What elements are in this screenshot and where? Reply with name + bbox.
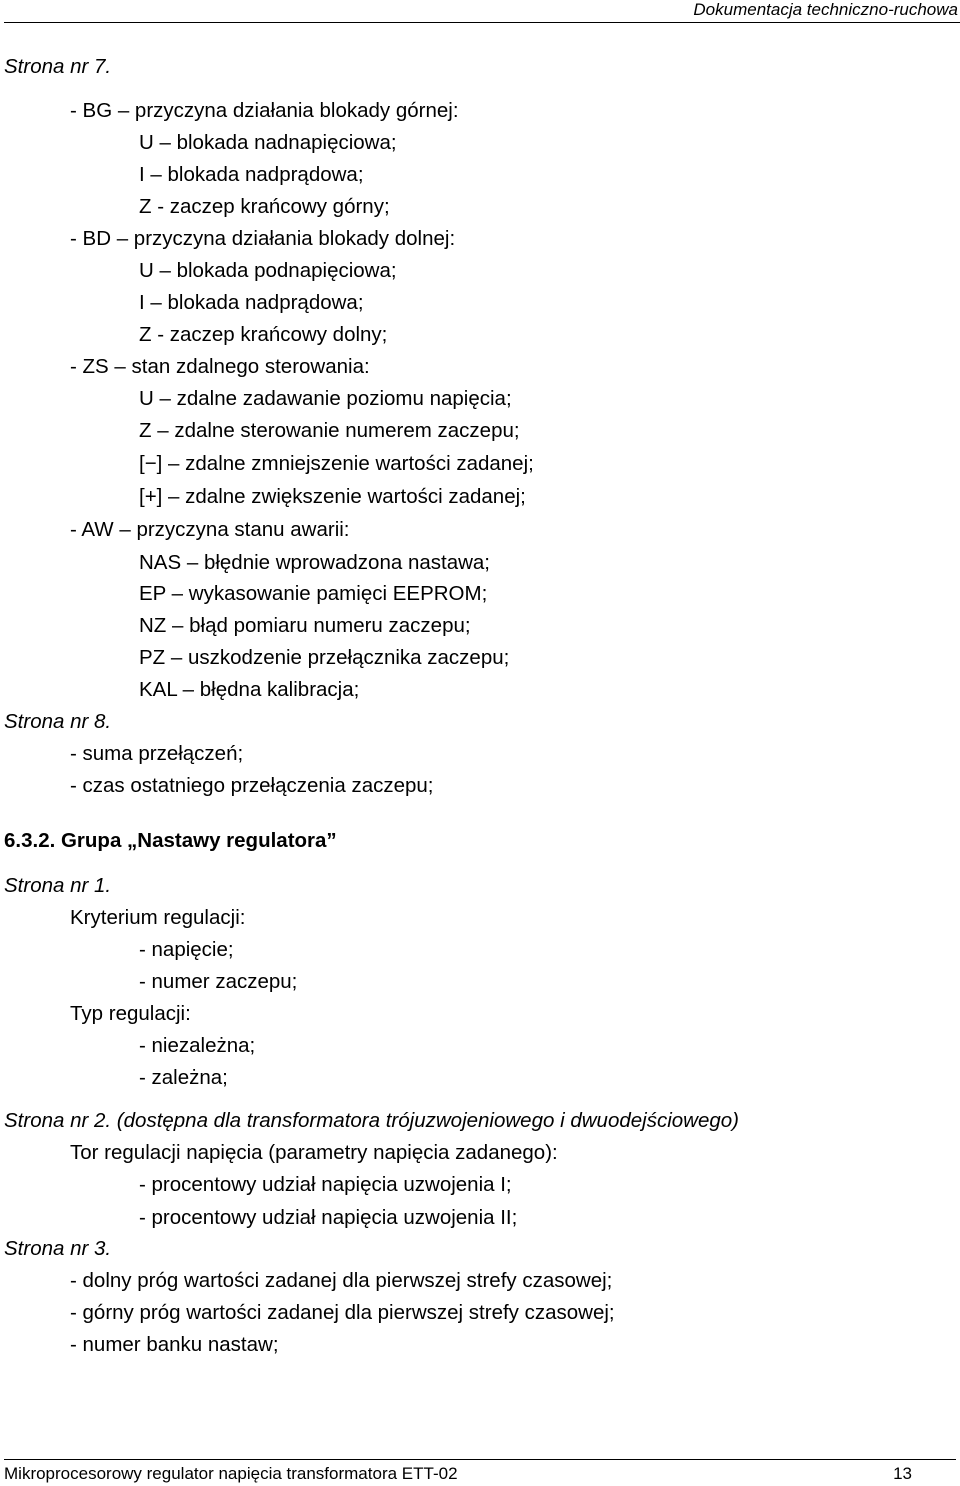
list-item: NAS – błędnie wprowadzona nastawa; — [139, 551, 490, 574]
list-heading: - ZS – stan zdalnego sterowania: — [70, 355, 370, 378]
list-item: NZ – błąd pomiaru numeru zaczepu; — [139, 614, 471, 637]
list-item: - niezależna; — [139, 1034, 256, 1057]
list-item: - czas ostatniego przełączenia zaczepu; — [70, 774, 434, 797]
list-heading: Kryterium regulacji: — [70, 906, 246, 929]
list-item: I – blokada nadprądowa; — [139, 291, 364, 314]
header-title: Dokumentacja techniczno-ruchowa — [693, 0, 958, 19]
page-header — [4, 0, 960, 23]
page-label: Strona nr 1. — [4, 874, 112, 897]
page-label: Strona nr 3. — [4, 1237, 112, 1260]
list-item: PZ – uszkodzenie przełącznika zaczepu; — [139, 646, 510, 669]
list-item: - procentowy udział napięcia uzwojenia II; — [139, 1206, 518, 1229]
section-heading: 6.3.2. Grupa „Nastawy regulatora” — [4, 829, 337, 852]
list-item: - górny próg wartości zadanej dla pierwszej strefy czasowej; — [70, 1301, 615, 1324]
list-heading: - BG – przyczyna działania blokady górnej: — [70, 99, 459, 122]
list-item: - numer zaczepu; — [139, 970, 298, 993]
list-item: - numer banku nastaw; — [70, 1333, 279, 1356]
list-item: U – zdalne zadawanie poziomu napięcia; — [139, 387, 512, 410]
page-label: Strona nr 7. — [4, 55, 112, 78]
list-item: I – blokada nadprądowa; — [139, 163, 364, 186]
list-item: - dolny próg wartości zadanej dla pierwszej strefy czasowej; — [70, 1269, 613, 1292]
page-number: 13 — [893, 1464, 912, 1483]
list-item: - procentowy udział napięcia uzwojenia I; — [139, 1173, 512, 1196]
list-heading: Tor regulacji napięcia (parametry napięcia zadanego): — [70, 1141, 558, 1164]
list-item: EP – wykasowanie pamięci EEPROM; — [139, 582, 488, 605]
list-heading: Typ regulacji: — [70, 1002, 191, 1025]
page-label: Strona nr 2. (dostępna dla transformatora trójuzwojeniowego i dwuodejściowego) — [4, 1109, 739, 1132]
footer-divider — [4, 1459, 956, 1460]
list-heading: - BD – przyczyna działania blokady dolnej: — [70, 227, 456, 250]
list-item: - suma przełączeń; — [70, 742, 244, 765]
list-item: [+] – zdalne zwiększenie wartości zadanej; — [139, 485, 526, 508]
page-label: Strona nr 8. — [4, 710, 112, 733]
list-item: Z – zdalne sterowanie numerem zaczepu; — [139, 419, 520, 442]
list-heading: - AW – przyczyna stanu awarii: — [70, 518, 350, 541]
list-item: Z - zaczep krańcowy dolny; — [139, 323, 388, 346]
list-item: KAL – błędna kalibracja; — [139, 678, 360, 701]
list-item: [−] – zdalne zmniejszenie wartości zadanej; — [139, 452, 534, 475]
list-item: - napięcie; — [139, 938, 234, 961]
footer-title: Mikroprocesorowy regulator napięcia transformatora ETT-02 — [4, 1464, 458, 1483]
list-item: - zależna; — [139, 1066, 228, 1089]
list-item: U – blokada nadnapięciowa; — [139, 131, 397, 154]
list-item: U – blokada podnapięciowa; — [139, 259, 397, 282]
list-item: Z - zaczep krańcowy górny; — [139, 195, 390, 218]
